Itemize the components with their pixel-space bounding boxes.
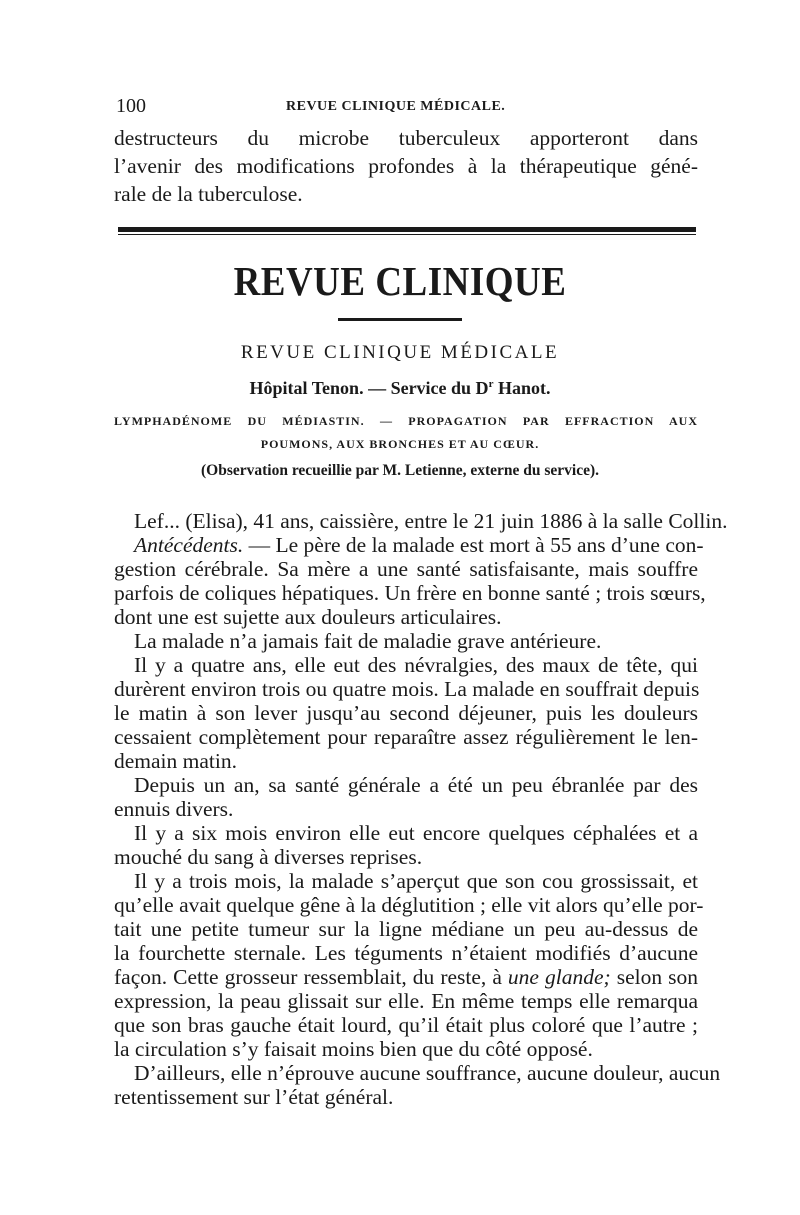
body-line: gestion cérébrale. Sa mère a une santé satisfaisante, mais souffre (114, 557, 698, 581)
body-line: ennuis divers. (114, 797, 234, 821)
body-line: retentissement sur l’état général. (114, 1085, 394, 1109)
hospital-sup: r (488, 378, 494, 390)
case-title-line: POUMONS, AUX BRONCHES ET AU CŒUR. (260, 437, 540, 451)
hospital-prefix: Hôpital Tenon. — Service du D (249, 378, 489, 398)
body-line: tait une petite tumeur sur la ligne médiane un peu au-dessus de (114, 917, 698, 941)
intro-line: rale de la tuberculose. (114, 182, 303, 206)
body-line: le matin à son lever jusqu’au second déjeuner, puis les douleurs (114, 701, 698, 725)
body-line: durèrent environ trois ou quatre mois. La malade en souffrait depuis (114, 677, 700, 701)
body-line: la fourchette sternale. Les téguments n’étaient modifiés d’aucune (114, 941, 698, 965)
hospital-suffix: Hanot. (493, 378, 551, 398)
running-title: REVUE CLINIQUE MÉDICALE. (286, 99, 506, 114)
intro-line: l’avenir des modifications profondes à la thérapeutique géné- (114, 154, 698, 178)
body-text: selon son (610, 965, 698, 989)
body-line: que son bras gauche était lourd, qu’il était plus coloré que l’autre ; (114, 1013, 698, 1037)
intro-line: destructeurs du microbe tuberculeux apporteront dans (114, 126, 698, 150)
body-line: mouché du sang à diverses reprises. (114, 845, 423, 869)
body-line: qu’elle avait quelque gêne à la déglutition ; elle vit alors qu’elle por- (114, 893, 704, 917)
title-rule (338, 318, 462, 321)
body-line: D’ailleurs, elle n’éprouve aucune souffrance, aucune douleur, aucun (134, 1061, 721, 1085)
body-line: La malade n’a jamais fait de maladie grave antérieure. (134, 629, 602, 653)
body-line: Il y a quatre ans, elle eut des névralgies, des maux de tête, qui (134, 653, 698, 677)
body-line: la circulation s’y faisait moins bien que du côté opposé. (114, 1037, 593, 1061)
body-line: Lef... (Elisa), 41 ans, caissière, entre le 21 juin 1886 à la salle Collin. (134, 509, 728, 533)
body-line: Il y a trois mois, la malade s’aperçut que son cou grossissait, et (134, 869, 698, 893)
body-line: demain matin. (114, 749, 237, 773)
body-line: Depuis un an, sa santé générale a été un peu ébranlée par des (134, 773, 698, 797)
body-line: cessaient complètement pour reparaître assez régulièrement le len- (114, 725, 698, 749)
body-line: expression, la peau glissait sur elle. En même temps elle remarqua (114, 989, 698, 1013)
hospital-line (100, 378, 700, 399)
section-separator-thin (118, 234, 696, 235)
body-text: façon. Cette grosseur ressemblait, du reste, à (114, 965, 508, 989)
section-title: REVUE CLINIQUE (233, 259, 567, 306)
section-separator-thick (118, 227, 696, 232)
body-italic: une glande; (507, 965, 611, 989)
body-line: parfois de coliques hépatiques. Un frère en bonne santé ; trois sœurs, (114, 581, 706, 605)
section-subtitle: REVUE CLINIQUE MÉDICALE (240, 342, 560, 363)
case-title-line: LYMPHADÉNOME DU MÉDIASTIN. — PROPAGATION PAR EFFRACTION AUX (114, 414, 698, 428)
observation-note: (Observation recueillie par M. Letienne, externe du service). (200, 462, 600, 479)
body-text: — Le père de la malade est mort à 55 ans d’une con- (243, 533, 704, 557)
body-line: dont une est sujette aux douleurs articulaires. (114, 605, 502, 629)
body-line: Il y a six mois environ elle eut encore quelques céphalées et a (134, 821, 698, 845)
antecedents-label: Antécédents. (134, 533, 244, 557)
page-number: 100 (116, 95, 146, 117)
